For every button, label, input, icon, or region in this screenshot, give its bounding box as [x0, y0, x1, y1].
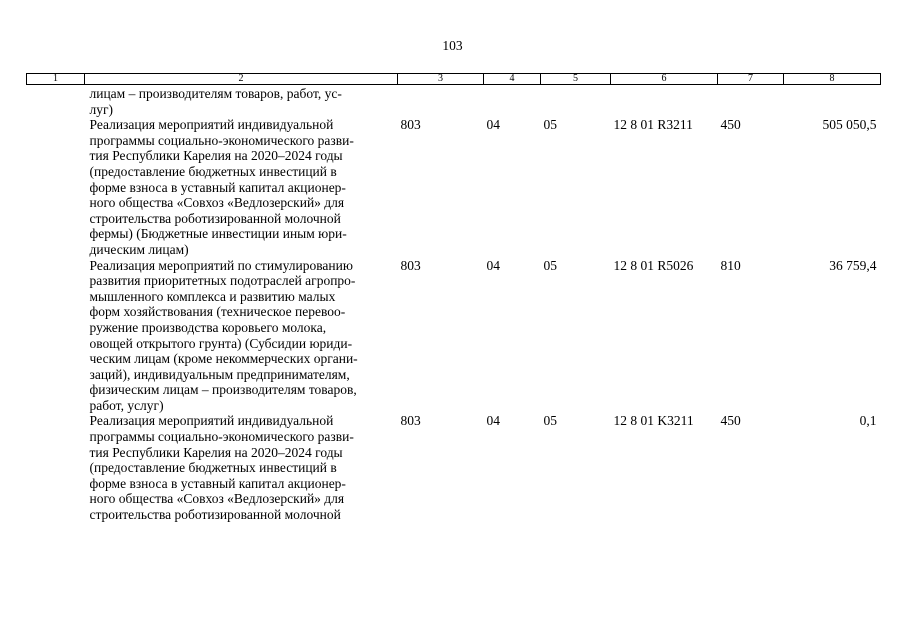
- description-line: программы социально-экономического разви-: [89, 429, 354, 445]
- table-row: [27, 258, 881, 414]
- table-row: [27, 413, 881, 522]
- description-line: ружение производства коровьего молока,: [89, 319, 327, 335]
- description-line: строительства роботизированной молочной: [89, 210, 341, 226]
- column-header-4: 4: [484, 74, 541, 85]
- target-article-code: [611, 85, 718, 118]
- expense-type-code: 450: [720, 413, 741, 429]
- column-header-7: 7: [718, 74, 784, 85]
- description-line: Реализация мероприятий индивидуальной: [89, 117, 334, 133]
- subsection-code: [541, 85, 611, 118]
- description-line: луг): [89, 101, 114, 117]
- description-line: дическим лицам): [89, 241, 189, 257]
- description-line: форме взноса в уставный капитал акционер-: [89, 179, 346, 195]
- amount: 36 759,4: [829, 257, 877, 273]
- subsection-code: 05: [543, 257, 557, 273]
- target-article-code: 12 8 01 K3211: [613, 413, 694, 429]
- section-code: 04: [486, 117, 500, 133]
- description-line: тия Республики Карелия на 2020–2024 годы: [89, 444, 343, 460]
- column-header-6: 6: [611, 74, 718, 85]
- item-description: [85, 258, 398, 414]
- description-line: строительства роботизированной молочной: [89, 507, 341, 523]
- section-code: 04: [486, 413, 500, 429]
- description-line: лицам – производителям товаров, работ, ус-: [89, 86, 342, 101]
- target-article-code: 12 8 01 R3211: [613, 117, 693, 133]
- description-line: ческим лицам (кроме некоммерческих органи-: [89, 351, 358, 367]
- description-line: форме взноса в уставный капитал акционер-: [89, 475, 346, 491]
- section-code: [484, 85, 541, 118]
- description-line: Реализация мероприятий по стимулированию: [89, 257, 353, 273]
- description-line: развития приоритетных подотраслей агропро-: [89, 273, 356, 289]
- description-line: физическим лицам – производителям товаров,: [89, 382, 357, 398]
- expense-type-code: [718, 85, 784, 118]
- column-header-1: 1: [27, 74, 85, 85]
- page-number: 103: [442, 38, 463, 53]
- column-number-row: [27, 74, 881, 85]
- ministry-code: 803: [400, 257, 421, 273]
- column-header-3: 3: [398, 74, 484, 85]
- description-line: Реализация мероприятий индивидуальной: [89, 413, 334, 429]
- description-line: (предоставление бюджетных инвестиций в: [89, 163, 337, 179]
- description-line: работ, услуг): [89, 397, 164, 413]
- description-line: программы социально-экономического разви-: [89, 132, 354, 148]
- description-line: фермы) (Бюджетные инвестиции иным юри-: [89, 226, 347, 242]
- amount: 0,1: [859, 413, 877, 429]
- description-line: мышленного комплекса и развитию малых: [89, 288, 336, 304]
- ministry-code: 803: [400, 413, 421, 429]
- item-description: [85, 413, 398, 522]
- subsection-code: 05: [543, 117, 557, 133]
- ministry-code: [398, 85, 484, 118]
- table-row: [27, 117, 881, 257]
- budget-table: [26, 73, 881, 523]
- expense-type-code: 810: [720, 257, 741, 273]
- column-header-2: 2: [85, 74, 398, 85]
- column-header-8: 8: [784, 74, 881, 85]
- item-description: [85, 117, 398, 257]
- target-article-code: 12 8 01 R5026: [613, 257, 694, 273]
- amount: 505 050,5: [822, 117, 877, 133]
- description-line: (предоставление бюджетных инвестиций в: [89, 460, 337, 476]
- section-code: 04: [486, 257, 500, 273]
- item-description: [85, 85, 398, 118]
- description-line: тия Республики Карелия на 2020–2024 годы: [89, 148, 343, 164]
- column-header-5: 5: [541, 74, 611, 85]
- expense-type-code: 450: [720, 117, 741, 133]
- amount: [784, 85, 881, 118]
- ministry-code: 803: [400, 117, 421, 133]
- subsection-code: 05: [543, 413, 557, 429]
- description-line: заций), индивидуальным предпринимателям,: [89, 366, 350, 382]
- description-line: форм хозяйствования (техническое перевоо-: [89, 304, 346, 320]
- table-row: [27, 85, 881, 118]
- description-line: ного общества «Совхоз «Ведлозерский» для: [89, 195, 345, 211]
- description-line: овощей открытого грунта) (Субсидии юриди-: [89, 335, 353, 351]
- description-line: ного общества «Совхоз «Ведлозерский» для: [89, 491, 345, 507]
